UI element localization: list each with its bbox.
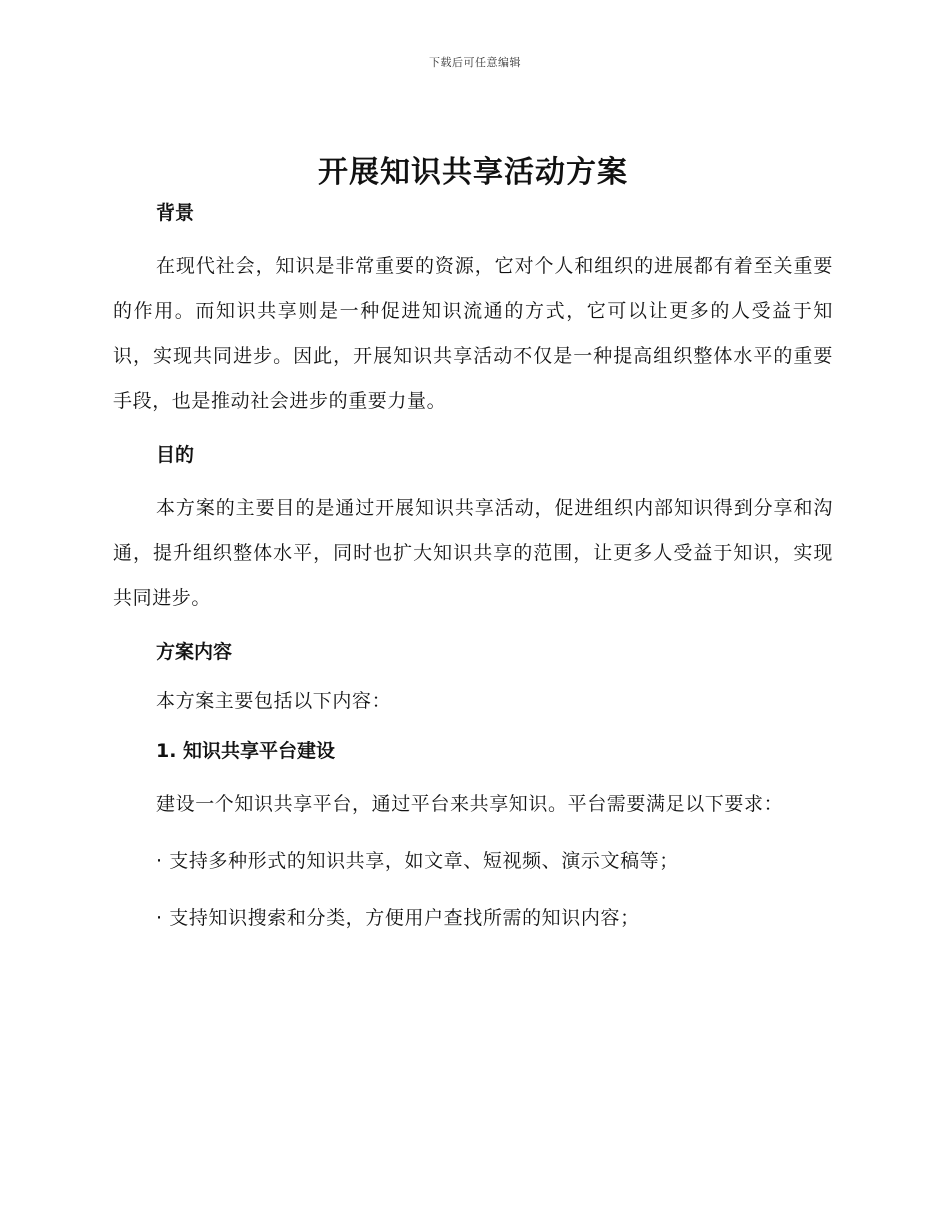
bullet-item: · 支持多种形式的知识共享，如文章、短视频、演示文稿等； <box>156 850 679 872</box>
document-body <box>113 150 833 941</box>
section-plan <box>113 637 833 941</box>
paragraph-background: 在现代社会，知识是非常重要的资源，它对个人和组织的进展都有着至关重要的作用。而知识共享则是一种促进知识流通的方式，它可以让更多的人受益于知识，实现共同进步。因此，开展知识共享活动不仅是一种提高组织整体水平的重要手段，也是推动社会进步的重要力量。 <box>113 255 833 412</box>
document-title: 开展知识共享活动方案 <box>318 155 628 190</box>
header-note: 下载后可任意编辑 <box>429 56 521 69</box>
paragraph-platform: 建设一个知识共享平台，通过平台来共享知识。平台需要满足以下要求： <box>156 793 784 815</box>
bullet-item: · 支持知识搜索和分类，方便用户查找所需的知识内容； <box>156 907 640 929</box>
section-heading-plan: 方案内容 <box>156 641 233 663</box>
section-heading-purpose: 目的 <box>156 444 195 466</box>
plan-intro: 本方案主要包括以下内容： <box>156 690 392 712</box>
section-background <box>113 198 833 424</box>
paragraph-purpose: 本方案的主要目的是通过开展知识共享活动，促进组织内部知识得到分享和沟通，提升组织整体水平，同时也扩大知识共享的范围，让更多人受益于知识，实现共同进步。 <box>113 497 833 609</box>
subheading-platform: 1. 知识共享平台建设 <box>156 740 336 762</box>
section-heading-background: 背景 <box>156 202 195 224</box>
section-purpose <box>113 440 833 621</box>
